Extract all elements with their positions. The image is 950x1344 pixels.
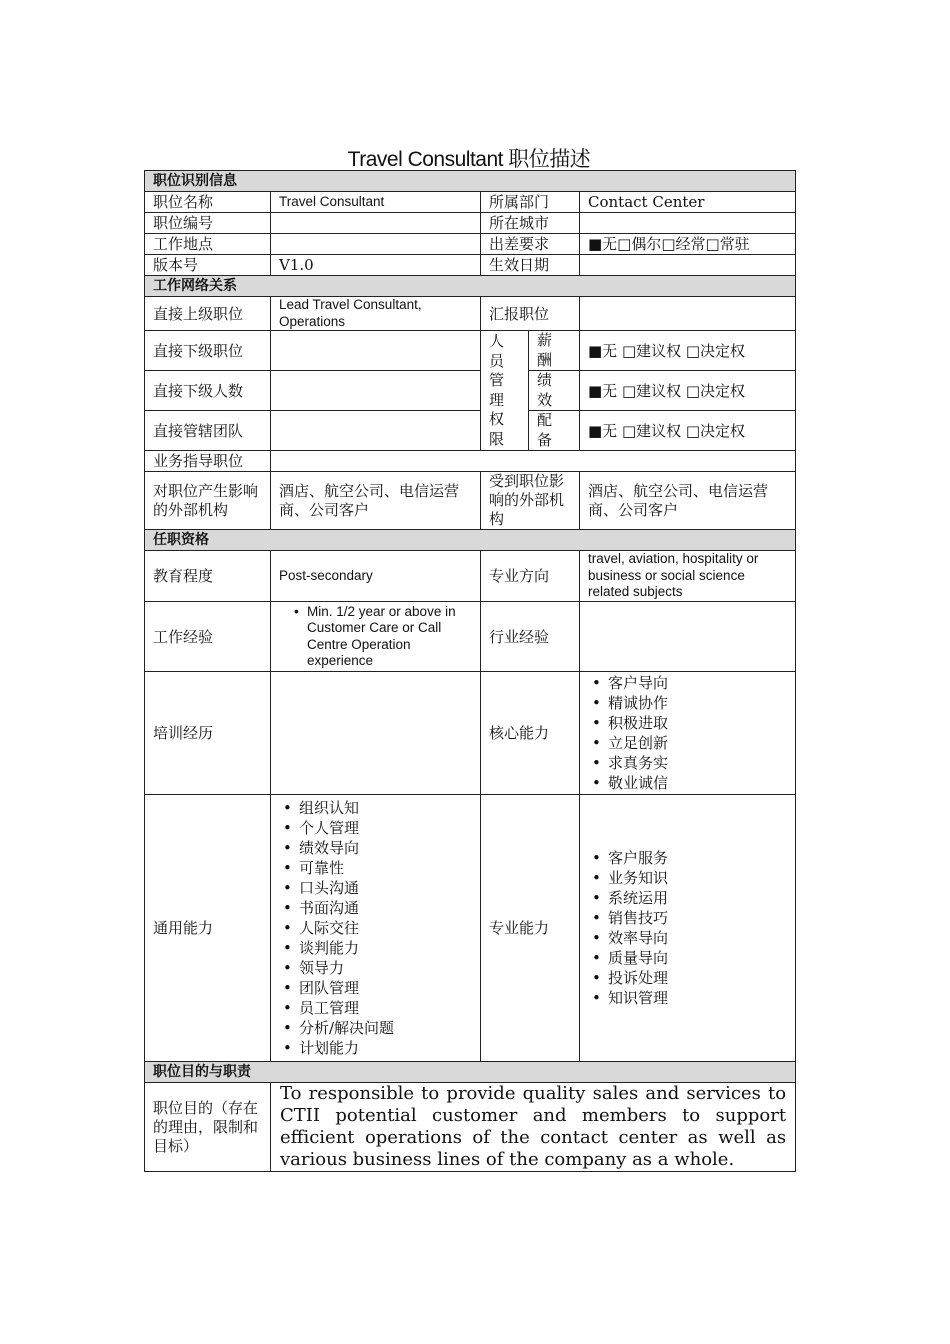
authority-char: 人 (489, 332, 505, 350)
table-row (145, 1083, 796, 1172)
general-competency-cell (271, 795, 481, 1062)
table-row (145, 213, 796, 234)
travel-options: ■无□偶尔□经常□常驻 (580, 234, 796, 255)
list-item: • 知识管理 (588, 988, 787, 1008)
list-item: • 客户导向 (588, 673, 787, 693)
page-title: Travel Consultant 职位描述 (347, 148, 591, 171)
list-item: • 投诉处理 (588, 968, 787, 988)
authority-char: 管 (489, 371, 505, 389)
list-item: • 谈判能力 (279, 938, 472, 958)
authority-char: 理 (489, 390, 505, 409)
field-label: 职位名称 (145, 192, 271, 213)
section-header-network (145, 276, 796, 297)
city-value (580, 213, 796, 234)
staffing-char: 备 (537, 430, 553, 449)
subordinate-value (271, 331, 481, 371)
staffing-authority-options: ■无 □建议权 □决定权 (580, 411, 796, 451)
team-value (271, 411, 481, 451)
purpose-text: To responsible to provide quality sales and services to CTII potential customer and members to support efficient operations of the contact center as well as various business lines of the company as a whole. (271, 1083, 796, 1172)
field-label: 培训经历 (145, 672, 271, 795)
list-item: • 积极进取 (588, 713, 787, 733)
list-item: • 客户服务 (588, 848, 787, 868)
table-row (145, 234, 796, 255)
table-row (145, 472, 796, 530)
effective-date-value (580, 255, 796, 276)
core-competency-cell (580, 672, 796, 795)
staffing-label (529, 411, 580, 451)
list-item: • 分析/解决问题 (279, 1018, 472, 1038)
salary-char: 薪 (537, 331, 553, 349)
education-value: Post-secondary (271, 551, 481, 602)
experience-cell (271, 602, 481, 672)
field-label: 核心能力 (481, 672, 580, 795)
list-item: • 系统运用 (588, 888, 787, 908)
version-value: V1.0 (271, 255, 481, 276)
section-header-id-info (145, 171, 796, 192)
staffing-char: 配 (537, 411, 553, 429)
report-value (580, 297, 796, 331)
section-header-qualification (145, 530, 796, 551)
list-item: • 组织认知 (279, 798, 472, 818)
superior-value: Lead Travel Consultant, Operations (271, 297, 481, 331)
field-label: 受到职位影响的外部机构 (481, 472, 580, 530)
salary-label (529, 331, 580, 371)
list-item: • 团队管理 (279, 978, 472, 998)
list-item: • 销售技巧 (588, 908, 787, 928)
affected-orgs-value: 酒店、航空公司、电信运营商、公司客户 (580, 472, 796, 530)
department-value: Contact Center (580, 192, 796, 213)
performance-char: 绩 (537, 371, 553, 389)
field-label: 直接下级职位 (145, 331, 271, 371)
list-item: • 质量导向 (588, 948, 787, 968)
section-title: 任职资格 (145, 530, 796, 551)
list-item: • 可靠性 (279, 858, 472, 878)
authority-char: 权 (489, 410, 505, 428)
list-item: • Min. 1/2 year or above in Customer Care or Call Centre Operation experience (289, 604, 472, 670)
general-competency-list (279, 798, 472, 1058)
professional-competency-list (588, 848, 787, 1008)
table-row (145, 672, 796, 795)
field-label: 职位目的（存在的理由，限制和目标） (145, 1083, 271, 1172)
table-row (145, 602, 796, 672)
field-label: 业务指导职位 (145, 451, 271, 472)
authority-char: 限 (489, 429, 505, 448)
list-item: • 书面沟通 (279, 898, 472, 918)
field-label: 直接下级人数 (145, 371, 271, 411)
external-orgs-value: 酒店、航空公司、电信运营商、公司客户 (271, 472, 481, 530)
list-item: • 个人管理 (279, 818, 472, 838)
table-row (145, 371, 796, 411)
field-label: 通用能力 (145, 795, 271, 1062)
field-label: 直接管辖团队 (145, 411, 271, 451)
list-item: • 领导力 (279, 958, 472, 978)
section-title: 职位识别信息 (145, 171, 796, 192)
field-label: 专业方向 (481, 551, 580, 602)
list-item: • 口头沟通 (279, 878, 472, 898)
location-value (271, 234, 481, 255)
subordinate-count-value (271, 371, 481, 411)
list-item: • 精诚协作 (588, 693, 787, 713)
field-label: 出差要求 (481, 234, 580, 255)
core-competency-list (588, 673, 787, 793)
list-item: • 计划能力 (279, 1038, 472, 1058)
field-label: 工作地点 (145, 234, 271, 255)
position-name-value: Travel Consultant (271, 192, 481, 213)
section-header-purpose (145, 1062, 796, 1083)
list-item: • 立足创新 (588, 733, 787, 753)
authority-label (481, 331, 529, 451)
list-item: • 员工管理 (279, 998, 472, 1018)
table-row (145, 331, 796, 371)
experience-list (289, 604, 472, 670)
field-label: 生效日期 (481, 255, 580, 276)
table-row (145, 411, 796, 451)
field-label: 所属部门 (481, 192, 580, 213)
authority-char: 员 (489, 351, 505, 370)
list-item: • 敬业诚信 (588, 773, 787, 793)
table-row (145, 451, 796, 472)
major-value: travel, aviation, hospitality or business or social science related subjects (580, 551, 796, 602)
performance-label (529, 371, 580, 411)
guidance-value (271, 451, 796, 472)
list-item: • 业务知识 (588, 868, 787, 888)
table-row (145, 192, 796, 213)
table-row (145, 297, 796, 331)
field-label: 职位编号 (145, 213, 271, 234)
position-code-value (271, 213, 481, 234)
industry-value (580, 602, 796, 672)
field-label: 行业经验 (481, 602, 580, 672)
field-label: 专业能力 (481, 795, 580, 1062)
performance-authority-options: ■无 □建议权 □决定权 (580, 371, 796, 411)
field-label: 工作经验 (145, 602, 271, 672)
list-item: • 人际交往 (279, 918, 472, 938)
table-row (145, 795, 796, 1062)
table-row (145, 551, 796, 602)
field-label: 对职位产生影响的外部机构 (145, 472, 271, 530)
field-label: 所在城市 (481, 213, 580, 234)
salary-authority-options: ■无 □建议权 □决定权 (580, 331, 796, 371)
salary-char: 酬 (537, 350, 553, 369)
training-value (271, 672, 481, 795)
field-label: 汇报职位 (481, 297, 580, 331)
field-label: 直接上级职位 (145, 297, 271, 331)
performance-char: 效 (537, 390, 553, 409)
list-item: • 绩效导向 (279, 838, 472, 858)
section-title: 工作网络关系 (145, 276, 796, 297)
table-row (145, 255, 796, 276)
section-title: 职位目的与职责 (145, 1062, 796, 1083)
field-label: 版本号 (145, 255, 271, 276)
field-label: 教育程度 (145, 551, 271, 602)
list-item: • 效率导向 (588, 928, 787, 948)
job-description-table (144, 170, 796, 1172)
list-item: • 求真务实 (588, 753, 787, 773)
professional-competency-cell (580, 795, 796, 1062)
